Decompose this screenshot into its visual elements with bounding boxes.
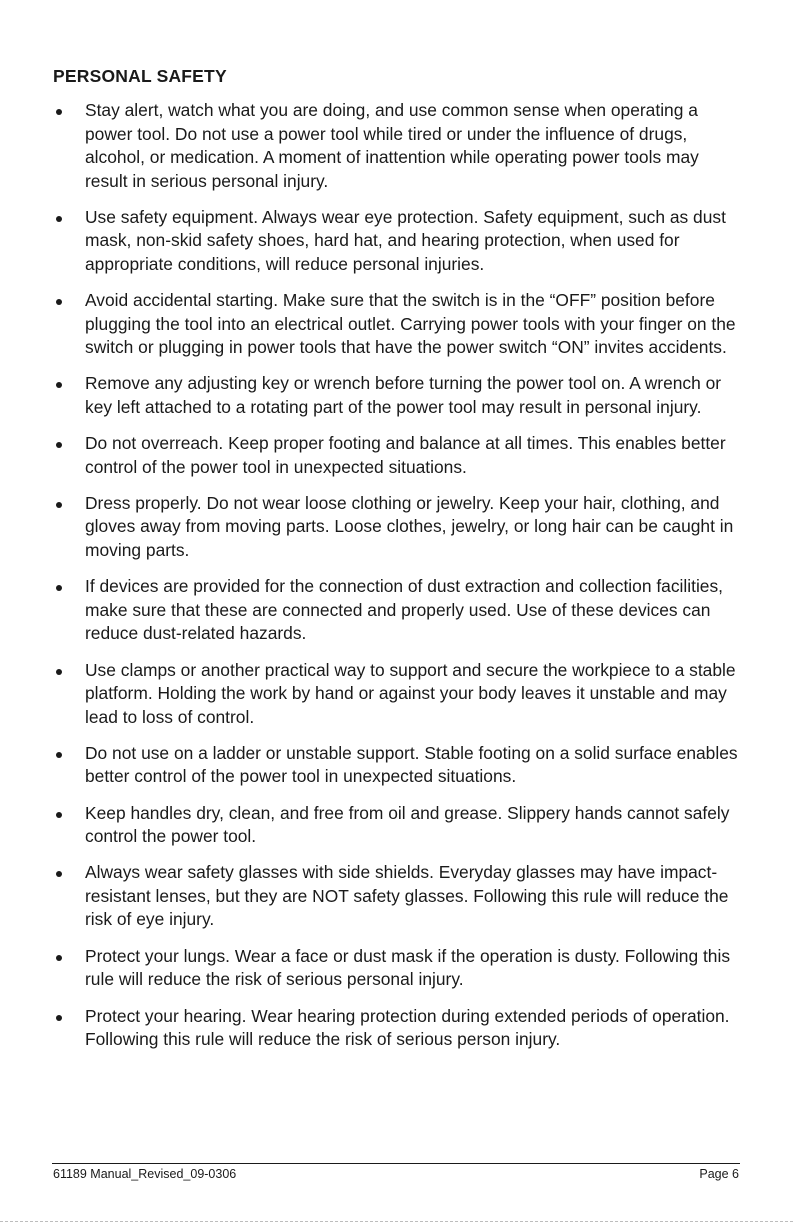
bullet-item-lungs — [0, 945, 740, 992]
section-heading: PERSONAL SAFETY — [53, 66, 227, 86]
bullet-text: Protect your hearing. Wear hearing protection during extended periods of operation. Following this rule will reduce the risk of serious person injury. — [85, 1005, 730, 1050]
bullet-dot-icon — [56, 502, 62, 508]
page-bottom-edge — [0, 1221, 793, 1222]
bullet-item-safety-glasses — [0, 861, 740, 932]
bullet-item-safety-equipment — [0, 206, 740, 277]
bullet-item-clamps — [0, 659, 740, 730]
bullet-dot-icon — [56, 109, 62, 115]
bullet-dot-icon — [56, 1015, 62, 1021]
bullet-dot-icon — [56, 299, 62, 305]
bullet-text: Stay alert, watch what you are doing, and use common sense when operating a power tool. Do not use a power tool while tired or under the influence of drugs, alcohol, or medication. A moment of inattention while operating power tools may result in serious personal injury. — [85, 100, 699, 191]
bullet-text: Protect your lungs. Wear a face or dust mask if the operation is dusty. Following this rule will reduce the risk of serious personal injury. — [85, 945, 731, 990]
bullet-text: Do not use on a ladder or unstable support. Stable footing on a solid surface enables better control of the power tool in unexpected situations. — [85, 742, 738, 787]
bullet-text: Do not overreach. Keep proper footing and balance at all times. This enables better control of the power tool in unexpected situations. — [85, 433, 726, 477]
bullet-dot-icon — [56, 752, 62, 758]
bullet-dot-icon — [56, 585, 62, 591]
bullet-item-dress — [0, 492, 740, 563]
bullet-text: If devices are provided for the connection of dust extraction and collection facilities, make sure that these are connected and properly used. Use of these devices can reduce dust-related hazards. — [85, 576, 724, 644]
footer-doc-id: 61189 Manual_Revised_09-0306 — [53, 1167, 237, 1181]
bullet-item-hearing — [0, 1005, 740, 1052]
bullet-text: Always wear safety glasses with side shields. Everyday glasses may have impact-resistant lenses, but they are NOT safety glasses. Following this rule will reduce the risk of eye injury. — [85, 862, 729, 930]
bullet-dot-icon — [56, 442, 62, 448]
footer-page-number: Page 6 — [699, 1167, 739, 1181]
bullet-text: Dress properly. Do not wear loose clothing or jewelry. Keep your hair, clothing, and gloves away from moving parts. Loose clothes, jewelry, or long hair can be caught in moving parts. — [85, 492, 734, 560]
bullet-dot-icon — [56, 669, 62, 675]
bullet-item-overreach — [0, 432, 740, 479]
bullet-item-alert — [0, 99, 740, 193]
safety-bullet-list — [0, 99, 793, 1064]
bullet-text: Remove any adjusting key or wrench before turning the power tool on. A wrench or key left attached to a rotating part of the power tool may result in personal injury. — [85, 373, 722, 417]
bullet-text: Use safety equipment. Always wear eye protection. Safety equipment, such as dust mask, non-skid safety shoes, hard hat, and hearing protection, when used for appropriate conditions, will reduce personal injuries. — [85, 206, 726, 274]
bullet-item-dust-extraction — [0, 575, 740, 646]
bullet-dot-icon — [56, 871, 62, 877]
bullet-dot-icon — [56, 216, 62, 222]
footer-divider — [52, 1163, 740, 1164]
bullet-dot-icon — [56, 812, 62, 818]
bullet-dot-icon — [56, 955, 62, 961]
bullet-item-ladder — [0, 742, 740, 789]
bullet-text: Keep handles dry, clean, and free from oil and grease. Slippery hands cannot safely control the power tool. — [85, 802, 730, 847]
bullet-dot-icon — [56, 382, 62, 388]
bullet-item-handles — [0, 802, 740, 849]
bullet-text: Use clamps or another practical way to support and secure the workpiece to a stable platform. Holding the work by hand or against your body leaves it unstable and may lead to loss of control. — [85, 659, 736, 727]
bullet-item-accidental-starting — [0, 289, 740, 360]
bullet-item-adjusting-key — [0, 372, 740, 419]
bullet-text: Avoid accidental starting. Make sure that the switch is in the “OFF” position before plugging the tool into an electrical outlet. Carrying power tools with your finger on the switch or plugging in power tools that have the power switch “ON” invites accidents. — [85, 290, 736, 358]
